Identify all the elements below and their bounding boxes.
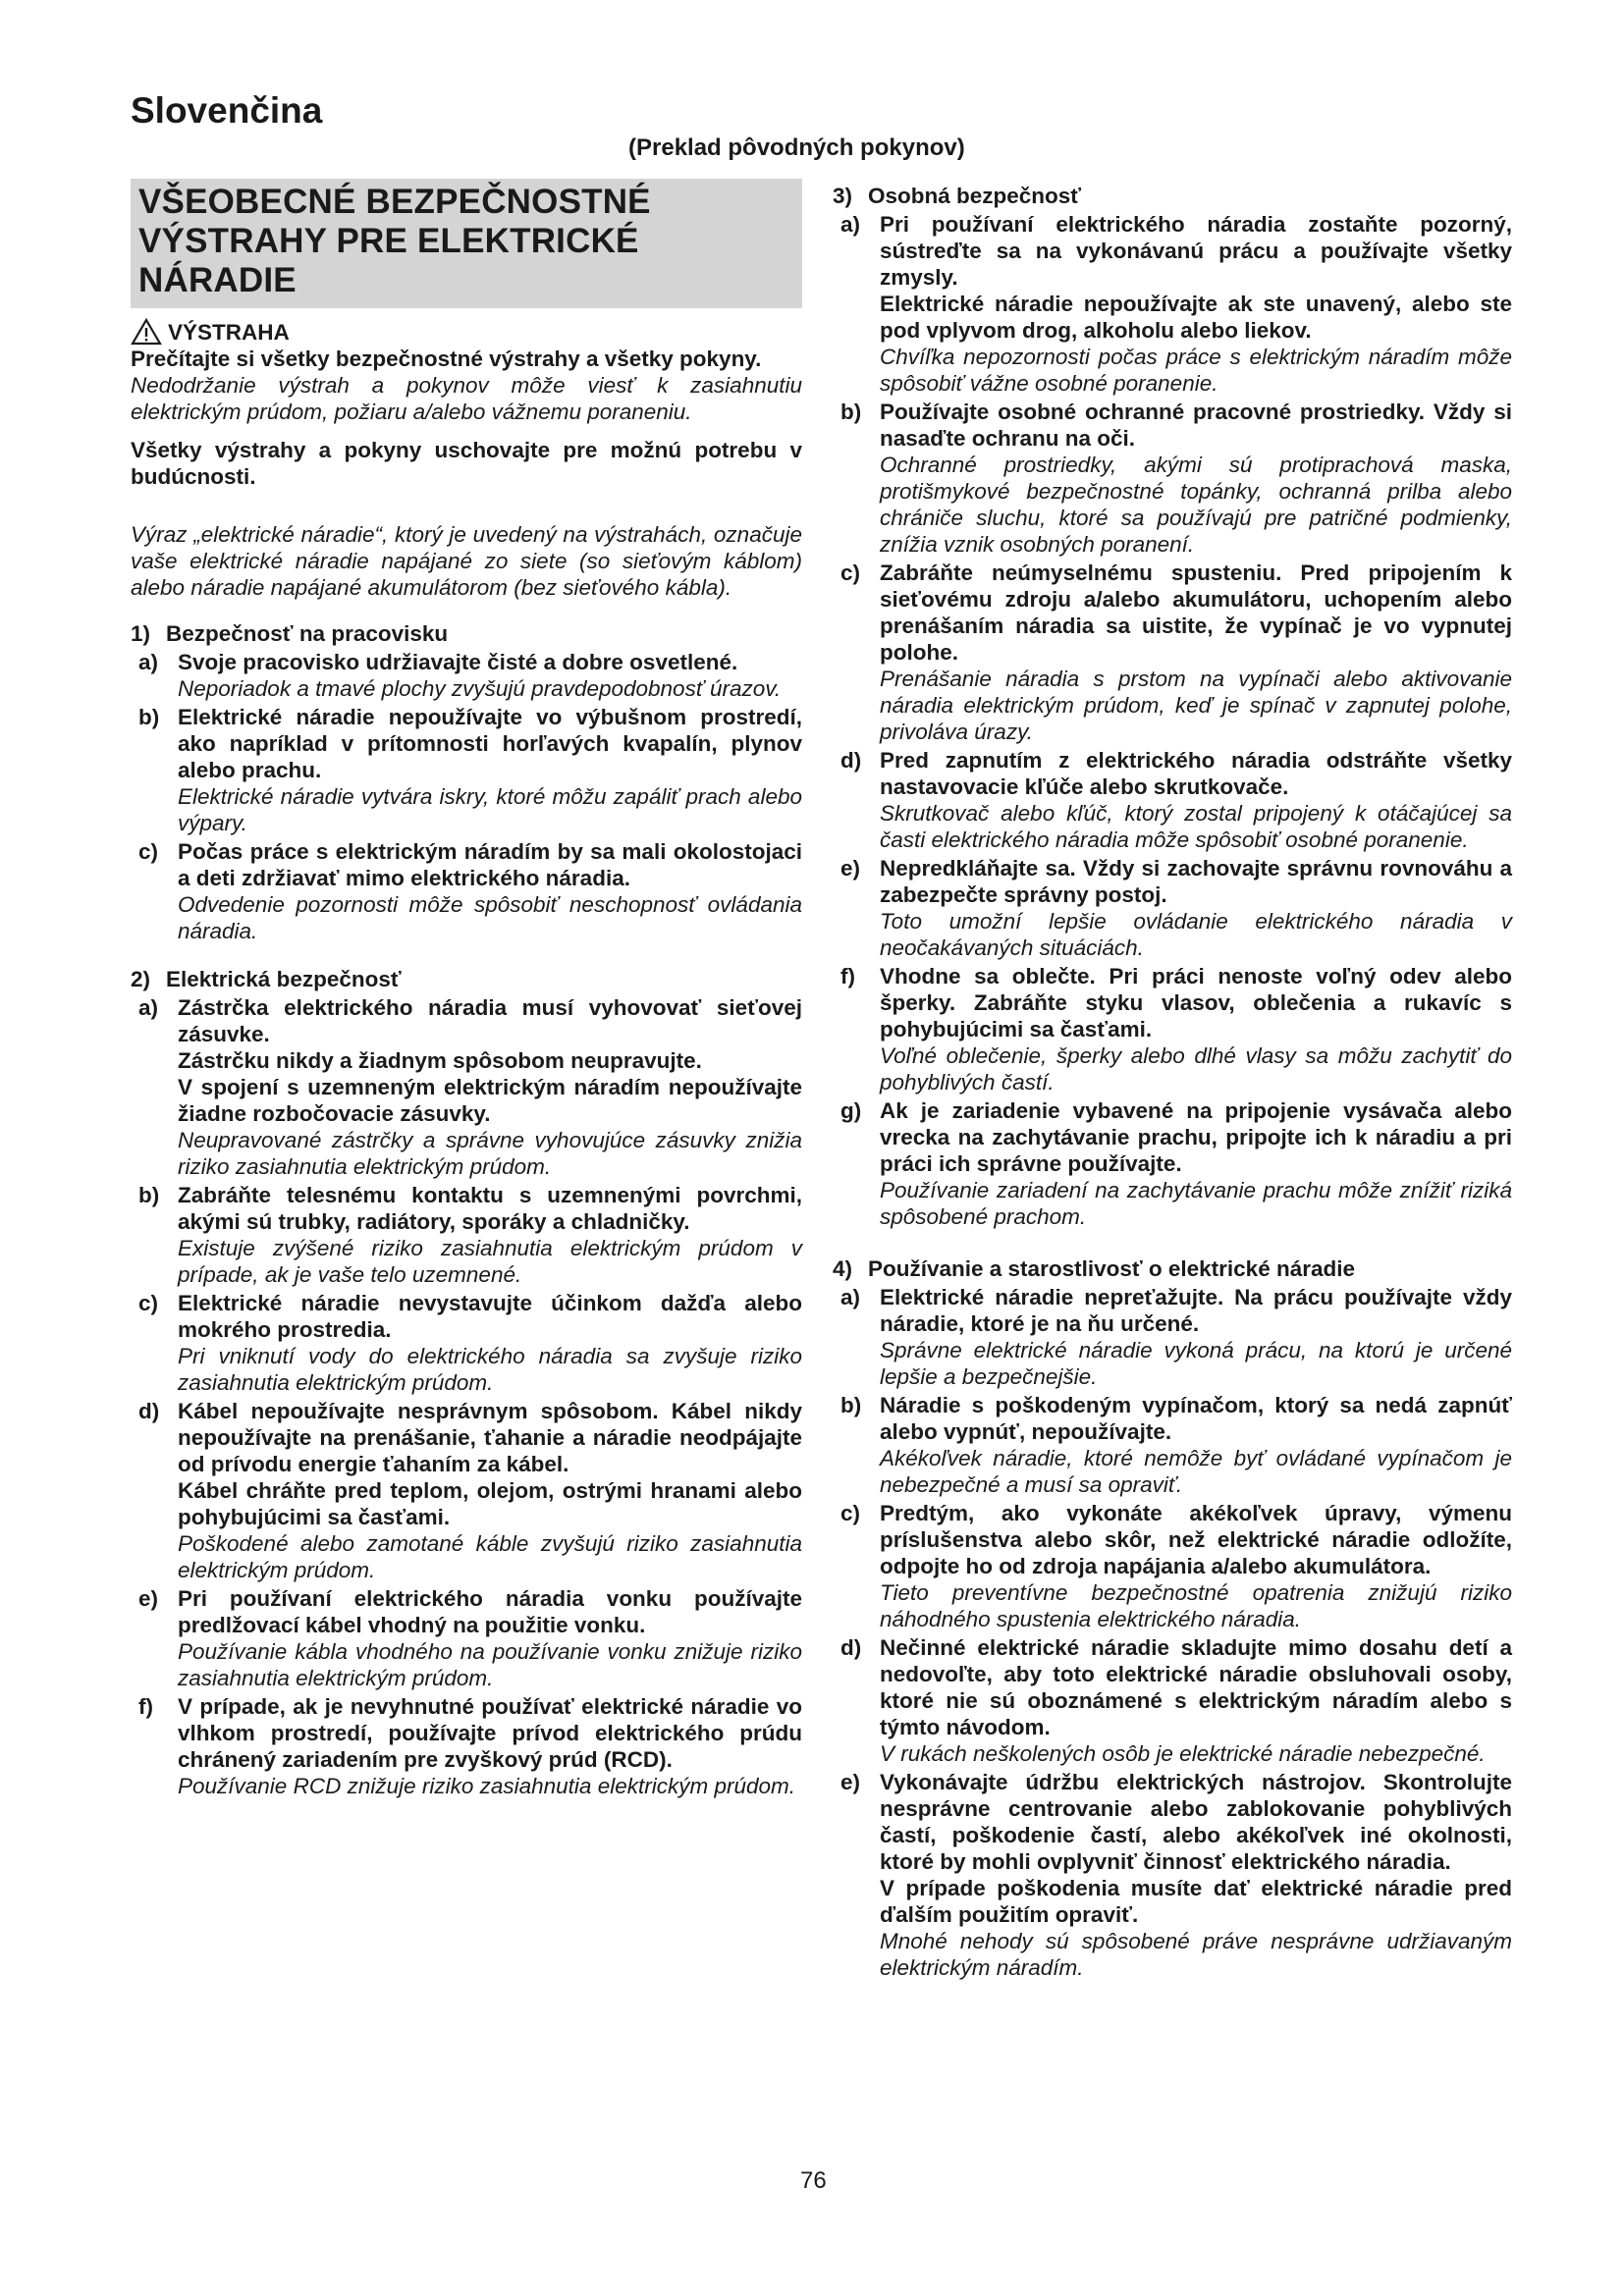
section-heading <box>131 620 802 647</box>
item-instruction: Elektrické náradie nepreťažujte. Na prácu používajte vždy náradie, ktoré je na ňu určené. <box>880 1285 1512 1336</box>
section-title: Bezpečnosť na pracovisku <box>166 621 449 646</box>
item-instruction: Svoje pracovisko udržiavajte čisté a dobre osvetlené. <box>178 650 738 674</box>
warning-bold-text: Prečítajte si všetky bezpečnostné výstrahy a všetky pokyny. <box>131 347 762 371</box>
list-item <box>833 399 1512 558</box>
item-instruction: Zabráňte telesnému kontaktu s uzemnenými povrchmi, akými sú trubky, radiátory, sporáky a chladničky. <box>178 1183 802 1234</box>
item-letter: g) <box>840 1098 862 1123</box>
item-letter: a) <box>840 212 861 237</box>
item-instruction: Vykonávajte údržbu elektrických nástrojov. Skontrolujte nesprávne centrovanie alebo zablokovanie pohyblivých častí, poškodenie častí, alebo akékoľvek iné okolnosti, ktoré by mohli ovplyvniť činnosť elektrického náradia. <box>880 1770 1512 1874</box>
item-letter: a) <box>138 995 159 1020</box>
list-item <box>833 747 1512 853</box>
item-instruction: Pri používaní elektrického náradia zostaňte pozorný, sústreďte sa na vykonávanú prácu a používajte všetky zmysly. <box>880 212 1512 290</box>
item-letter: b) <box>840 1393 862 1417</box>
section-number: 3) <box>833 184 853 208</box>
item-instruction: Nepredkláňajte sa. Vždy si zachovajte správnu rovnováhu a zabezpečte správny postoj. <box>880 856 1512 907</box>
section-heading <box>833 183 1512 209</box>
warning-triangle-icon <box>131 318 162 346</box>
section-heading <box>833 1255 1512 1282</box>
item-instruction: Ak je zariadenie vybavené na pripojenie vysávača alebo vrecka na zachytávanie prachu, pripojte ich k náradiu a pri práci ich správne používajte. <box>880 1098 1512 1176</box>
item-instruction: Elektrické náradie nepoužívajte vo výbušnom prostredí, ako napríklad v prítomnosti horľavých kvapalín, plynov alebo prachu. <box>178 705 802 782</box>
item-letter: a) <box>138 650 159 674</box>
item-letter: c) <box>840 1501 861 1525</box>
item-letter: d) <box>840 1635 862 1660</box>
item-instruction: Elektrické náradie nepoužívajte ak ste unavený, alebo ste pod vplyvom drog, alkoholu alebo liekov. <box>880 292 1512 343</box>
item-letter: b) <box>840 400 862 424</box>
item-instruction: Používajte osobné ochranné pracovné prostriedky. Vždy si nasaďte ochranu na oči. <box>880 400 1512 451</box>
warning-italic-text: Nedodržanie výstrah a pokynov môže viesť k zasiahnutiu elektrickým prúdom, požiaru a/alebo vážnemu poraneniu. <box>131 373 802 424</box>
section <box>131 620 802 944</box>
section-number: 1) <box>131 621 151 646</box>
title-box <box>131 179 802 308</box>
item-explanation: Akékoľvek náradie, ktoré nemôže byť ovládané vypínačom je nebezpečné a musí sa opraviť. <box>880 1446 1512 1497</box>
item-explanation: Poškodené alebo zamotané káble zvyšujú riziko zasiahnutia elektrickým prúdom. <box>178 1531 802 1582</box>
section-title: Osobná bezpečnosť <box>868 184 1082 208</box>
item-instruction: Zabráňte neúmyselnému spusteniu. Pred pripojením k sieťovému zdroju a/alebo akumulátoru, uchopením alebo prenášaním náradia sa uistite, že vypínač je vo vypnutej polohe. <box>880 561 1512 665</box>
item-explanation: Neporiadok a tmavé plochy zvyšujú pravdepodobnosť úrazov. <box>178 676 782 701</box>
item-instruction: Náradie s poškodeným vypínačom, ktorý sa nedá zapnúť alebo vypnúť, nepoužívajte. <box>880 1393 1512 1444</box>
item-instruction: V prípade, ak je nevyhnutné používať elektrické náradie vo vlhkom prostredí, používajte prívod elektrického prúdu chránený zariadením pre zvyškový prúd (RCD). <box>178 1694 802 1772</box>
item-letter: c) <box>138 1291 159 1315</box>
item-letter: a) <box>840 1285 861 1309</box>
list-item <box>131 1585 802 1691</box>
section <box>833 183 1512 1230</box>
item-instruction: Vhodne sa oblečte. Pri práci nenoste voľný odev alebo šperky. Zabráňte styku vlasov, oblečenia a rukavíc s pohybujúcimi sa časťami. <box>880 964 1512 1041</box>
item-instruction: Počas práce s elektrickým náradím by sa mali okolostojaci a deti zdržiavať mimo elektrického náradia. <box>178 839 802 890</box>
item-letter: e) <box>840 856 861 881</box>
item-letter: f) <box>138 1694 153 1719</box>
item-explanation: Správne elektrické náradie vykoná prácu, na ktorú je určené lepšie a bezpečnejšie. <box>880 1338 1512 1389</box>
item-instruction: Kábel chráňte pred teplom, olejom, ostrými hranami alebo pohybujúcimi sa časťami. <box>178 1478 802 1529</box>
item-instruction: Nečinné elektrické náradie skladujte mimo dosahu detí a nedovoľte, aby toto elektrické náradie obsluhovali osoby, ktoré nie sú oboznámené s elektrickým náradím alebo s týmto návodom. <box>880 1635 1512 1739</box>
left-column <box>131 179 802 1799</box>
item-explanation: Odvedenie pozornosti môže spôsobiť neschopnosť ovládania náradia. <box>178 892 802 943</box>
list-item <box>131 1290 802 1396</box>
list-item <box>833 1634 1512 1767</box>
item-explanation: Toto umožní lepšie ovládanie elektrického náradia v neočakávaných situáciách. <box>880 909 1512 960</box>
item-explanation: Ochranné prostriedky, akými sú protiprachová maska, protišmykové bezpečnostné topánky, ochranná prilba alebo chrániče sluchu, ktoré sa používajú pre patričné podmienky, znížia vznik osobných poranení. <box>880 453 1512 557</box>
list-item <box>131 1398 802 1583</box>
page-number: 76 <box>800 2167 827 2194</box>
item-instruction: V prípade poškodenia musíte dať elektrické náradie pred ďalším použitím opraviť. <box>880 1876 1512 1927</box>
item-explanation: Voľné oblečenie, šperky alebo dlhé vlasy sa môžu zachytiť do pohyblivých častí. <box>880 1043 1512 1095</box>
list-item <box>131 838 802 944</box>
item-explanation: Používanie RCD znižuje riziko zasiahnutia elektrickým prúdom. <box>178 1774 796 1798</box>
right-sections <box>833 183 1512 1981</box>
right-column <box>833 175 1512 1981</box>
item-explanation: Mnohé nehody sú spôsobené práve nesprávne udržiavaným elektrickým náradím. <box>880 1929 1512 1980</box>
item-instruction: Zástrčku nikdy a žiadnym spôsobom neupravujte. <box>178 1048 702 1073</box>
list-item <box>131 1693 802 1799</box>
item-letter: e) <box>840 1770 861 1794</box>
list-item <box>833 560 1512 745</box>
item-letter: d) <box>138 1399 160 1423</box>
list-item <box>833 963 1512 1095</box>
item-explanation: V rukách neškolených osôb je elektrické náradie nebezpečné. <box>880 1741 1486 1766</box>
item-explanation: Používanie zariadení na zachytávanie prachu môže znížiť riziká spôsobené prachom. <box>880 1178 1512 1229</box>
warning-label: VÝSTRAHA <box>168 319 290 345</box>
item-instruction: V spojení s uzemneným elektrickým náradím nepoužívajte žiadne rozbočovacie zásuvky. <box>178 1075 802 1126</box>
item-explanation: Chvíľka nepozornosti počas práce s elektrickým náradím môže spôsobiť vážne osobné poranenie. <box>880 345 1512 396</box>
item-instruction: Kábel nepoužívajte nesprávnym spôsobom. Kábel nikdy nepoužívajte na prenášanie, ťahanie a náradie neodpájajte od prívodu energie ťahaním za kábel. <box>178 1399 802 1476</box>
item-letter: b) <box>138 1183 160 1207</box>
item-explanation: Skrutkovač alebo kľúč, ktorý zostal pripojený k otáčajúcej sa časti elektrického náradia môže spôsobiť osobné poranenie. <box>880 801 1512 852</box>
item-instruction: Pri používaní elektrického náradia vonku používajte predlžovací kábel vhodný na použitie vonku. <box>178 1586 802 1637</box>
translation-note: (Preklad pôvodných pokynov) <box>628 134 965 161</box>
item-explanation: Používanie kábla vhodného na používanie vonku znižuje riziko zasiahnutia elektrickým prúdom. <box>178 1639 802 1690</box>
section <box>833 1255 1512 1981</box>
list-item <box>833 855 1512 961</box>
item-letter: d) <box>840 748 862 773</box>
list-item <box>833 1284 1512 1390</box>
item-letter: e) <box>138 1586 159 1611</box>
list-item <box>833 1500 1512 1632</box>
item-instruction: Predtým, ako vykonáte akékoľvek úpravy, výmenu príslušenstva alebo skôr, než elektrické náradie odložíte, odpojte ho od zdroja napájania a/alebo akumulátora. <box>880 1501 1512 1578</box>
section-heading <box>131 966 802 992</box>
list-item <box>833 1769 1512 1981</box>
language-heading: Slovenčina <box>131 90 323 131</box>
document-title: VŠEOBECNÉ BEZPEČNOSTNÉ VÝSTRAHY PRE ELEKTRICKÉ NÁRADIE <box>138 183 651 299</box>
list-item <box>833 1392 1512 1498</box>
list-item <box>833 1097 1512 1230</box>
item-letter: b) <box>138 705 160 729</box>
list-item <box>131 704 802 836</box>
item-explanation: Neupravované zástrčky a správne vyhovujúce zásuvky znižia riziko zasiahnutia elektrickým prúdom. <box>178 1128 802 1179</box>
section-number: 2) <box>131 967 151 991</box>
list-item <box>131 649 802 702</box>
section-number: 4) <box>833 1256 853 1281</box>
item-instruction: Elektrické náradie nevystavujte účinkom dažďa alebo mokrého prostredia. <box>178 1291 802 1342</box>
list-item <box>131 994 802 1180</box>
section <box>131 966 802 1799</box>
warning-heading <box>131 318 802 346</box>
item-letter: f) <box>840 964 855 988</box>
item-letter: c) <box>840 561 861 585</box>
item-explanation: Existuje zvýšené riziko zasiahnutia elektrickým prúdom v prípade, ak je vaše telo uzemnené. <box>178 1236 802 1287</box>
item-explanation: Tieto preventívne bezpečnostné opatrenia znižujú riziko náhodného spustenia elektrického náradia. <box>880 1580 1512 1631</box>
list-item <box>131 1182 802 1288</box>
item-letter: c) <box>138 839 159 864</box>
section-title: Používanie a starostlivosť o elektrické náradie <box>868 1256 1355 1281</box>
left-sections <box>131 620 802 1799</box>
list-item <box>833 211 1512 397</box>
item-instruction: Pred zapnutím z elektrického náradia odstráňte všetky nastavovacie kľúče alebo skrutkovače. <box>880 748 1512 799</box>
item-explanation: Pri vniknutí vody do elektrického náradia sa zvyšuje riziko zasiahnutia elektrickým prúdom. <box>178 1344 802 1395</box>
definition-text: Výraz „elektrické náradie“, ktorý je uvedený na výstrahách, označuje vaše elektrické náradie napájané zo siete (so sieťovým káblom) alebo náradie napájané akumulátorom (bez sieťového kábla). <box>131 522 802 600</box>
item-explanation: Elektrické náradie vytvára iskry, ktoré môžu zapáliť prach alebo výpary. <box>178 784 802 835</box>
keep-instructions-text: Všetky výstrahy a pokyny uschovajte pre možnú potrebu v budúcnosti. <box>131 438 802 489</box>
item-instruction: Zástrčka elektrického náradia musí vyhovovať sieťovej zásuvke. <box>178 995 802 1046</box>
item-explanation: Prenášanie náradia s prstom na vypínači alebo aktivovanie náradia elektrickým prúdom, keď je spínač v zapnutej polohe, privoláva úrazy. <box>880 667 1512 744</box>
section-title: Elektrická bezpečnosť <box>166 967 402 991</box>
